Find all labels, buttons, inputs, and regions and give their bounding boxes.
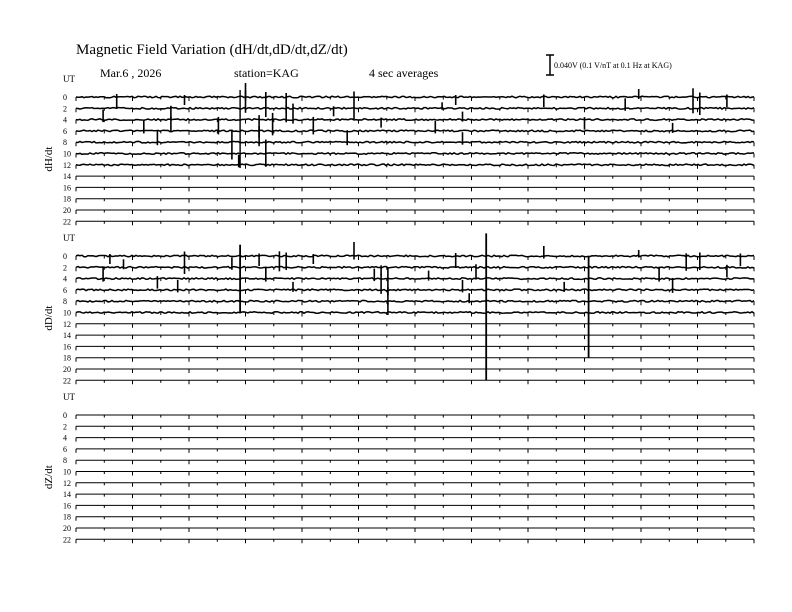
row-label: 8 xyxy=(63,297,67,307)
ut-axis-label: UT xyxy=(63,74,75,84)
row-label: 14 xyxy=(63,331,71,341)
row-label: 12 xyxy=(63,478,71,488)
chart-station: station=KAG xyxy=(234,66,299,80)
scale-bar xyxy=(546,55,554,75)
panels xyxy=(43,74,754,544)
row-label: 4 xyxy=(63,115,67,125)
row-label: 0 xyxy=(63,411,67,420)
row-label: 6 xyxy=(63,285,67,295)
row-label: 14 xyxy=(63,172,71,182)
row-label: 16 xyxy=(63,501,71,511)
row-label: 16 xyxy=(63,183,71,193)
row-label: 4 xyxy=(63,433,67,443)
panel-label: dD/dt xyxy=(43,305,55,331)
row-label: 18 xyxy=(63,512,71,522)
row-label: 22 xyxy=(63,217,71,227)
row-label: 20 xyxy=(63,365,71,374)
chart-title: Magnetic Field Variation (dH/dt,dD/dt,dZ/dt) xyxy=(76,42,348,58)
row-label: 20 xyxy=(63,206,71,215)
row-label: 6 xyxy=(63,126,67,136)
row-label: 10 xyxy=(63,149,71,159)
row-label: 2 xyxy=(63,263,67,273)
panel-3 xyxy=(43,392,754,544)
row-label: 22 xyxy=(63,535,71,545)
ut-axis-label: UT xyxy=(63,233,75,243)
chart-averaging: 4 sec averages xyxy=(369,66,439,80)
row-label: 18 xyxy=(63,194,71,204)
row-label: 2 xyxy=(63,422,67,432)
row-label: 8 xyxy=(63,456,67,466)
row-label: 12 xyxy=(63,160,71,170)
row-label: 12 xyxy=(63,319,71,329)
row-label: 8 xyxy=(63,138,67,148)
row-label: 16 xyxy=(63,342,71,352)
row-label: 0 xyxy=(63,252,67,261)
chart-date: Mar.6 , 2026 xyxy=(100,66,162,80)
row-label: 0 xyxy=(63,93,67,102)
row-label: 22 xyxy=(63,376,71,386)
ut-axis-label: UT xyxy=(63,392,75,402)
row-label: 4 xyxy=(63,274,67,284)
row-label: 10 xyxy=(63,308,71,318)
row-label: 2 xyxy=(63,104,67,114)
panel-label: dH/dt xyxy=(43,146,55,172)
row-label: 14 xyxy=(63,490,71,500)
panel-2 xyxy=(43,233,754,385)
row-label: 10 xyxy=(63,467,71,477)
row-label: 6 xyxy=(63,444,67,454)
panel-1 xyxy=(43,74,754,226)
row-label: 20 xyxy=(63,524,71,533)
row-label: 18 xyxy=(63,353,71,363)
panel-label: dZ/dt xyxy=(43,465,55,490)
scale-label: 0.040V (0.1 V/nT at 0.1 Hz at KAG) xyxy=(554,61,672,70)
